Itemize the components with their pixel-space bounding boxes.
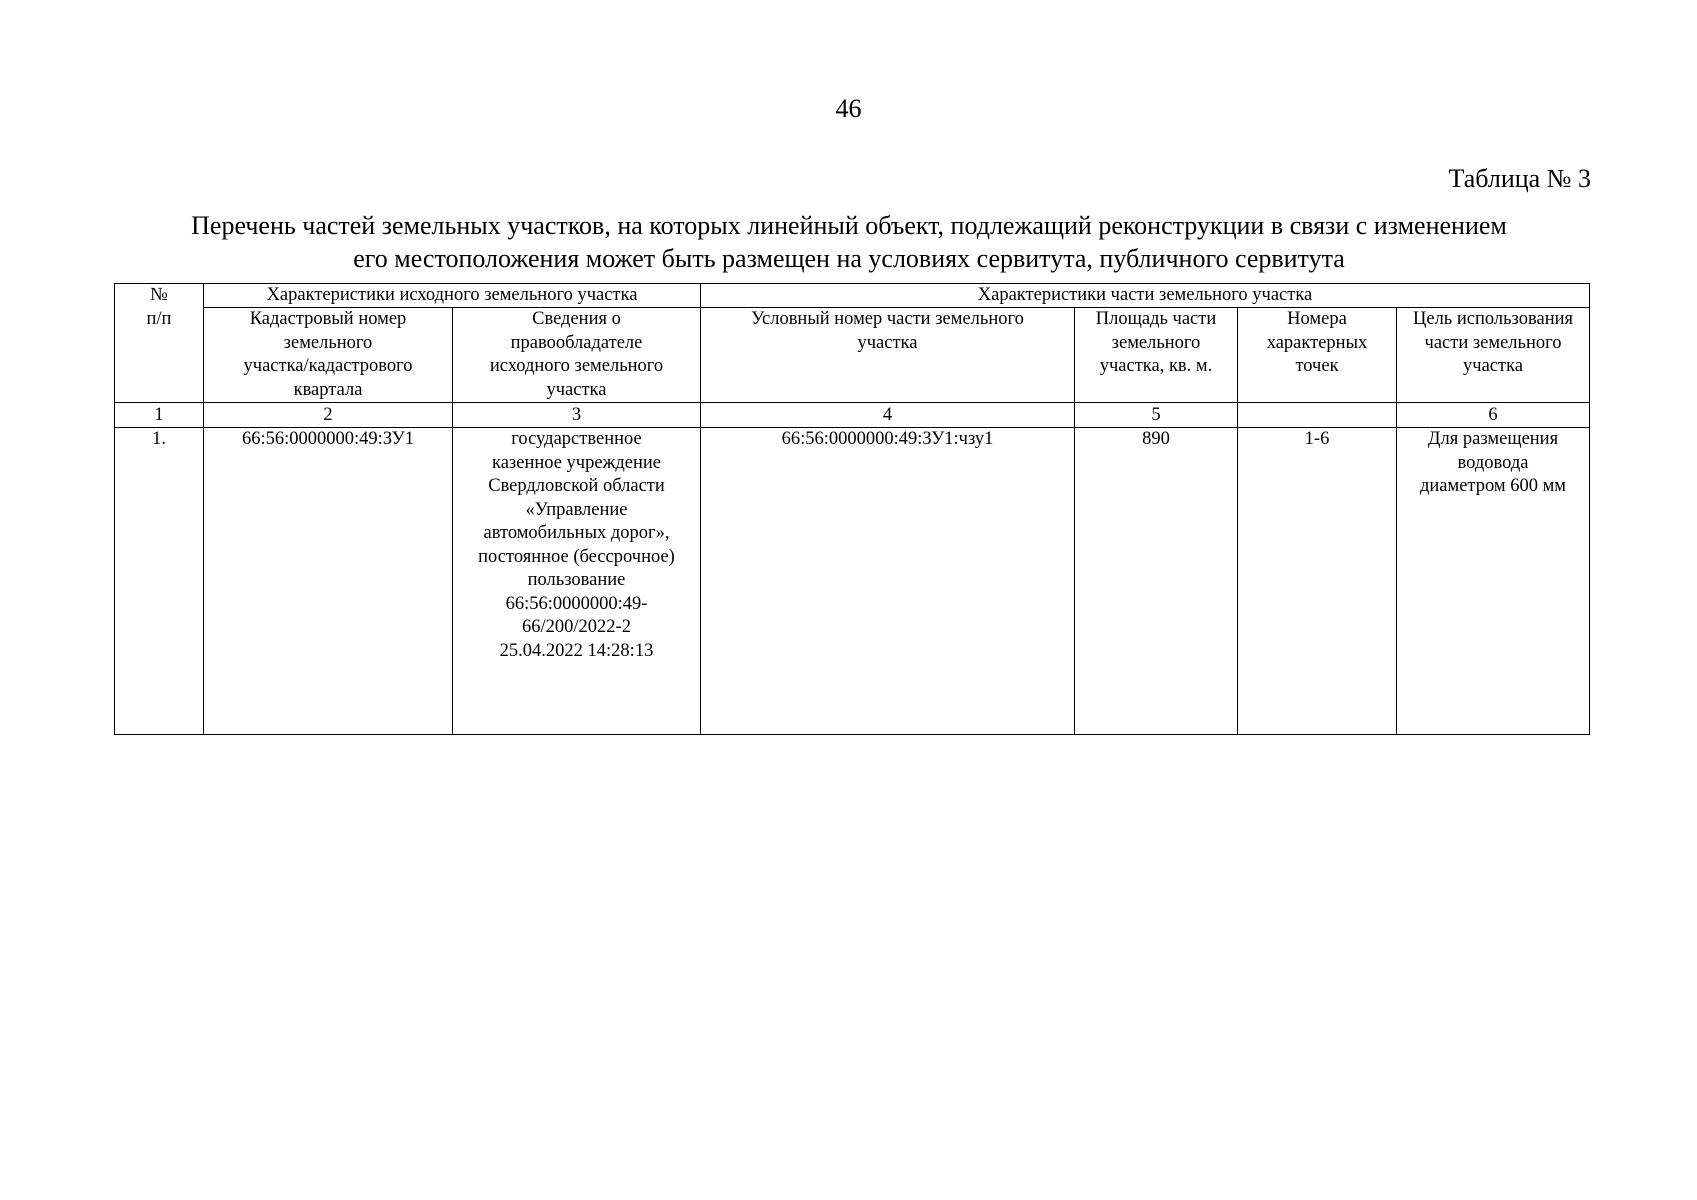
header-owner xyxy=(453,308,701,403)
header-line: Номера xyxy=(1287,309,1347,329)
header-line: правообладателе xyxy=(510,332,643,353)
group-header-row xyxy=(115,284,1590,308)
header-line: точек xyxy=(1295,356,1339,376)
header-line: участка, кв. м. xyxy=(1099,356,1213,376)
owner-line: «Управление xyxy=(525,499,628,520)
owner-info-cell xyxy=(453,428,701,735)
page-number: 46 xyxy=(835,94,862,123)
cadastral-number-cell: 66:56:0000000:49:ЗУ1 xyxy=(204,428,453,735)
header-line: участка xyxy=(857,332,918,353)
owner-line: казенное учреждение xyxy=(492,452,661,473)
header-line: земельного xyxy=(283,332,373,353)
owner-line: пользование xyxy=(527,570,626,590)
owner-line: 66/200/2022-2 xyxy=(522,617,631,637)
purpose-cell xyxy=(1397,428,1590,735)
area-cell: 890 xyxy=(1075,428,1238,735)
header-line: исходного земельного xyxy=(489,356,664,376)
header-area xyxy=(1075,308,1238,403)
owner-line: Свердловской области xyxy=(488,476,665,496)
column-number: 5 xyxy=(1075,403,1238,428)
purpose-line: Для размещения xyxy=(1427,429,1559,449)
column-number: 2 xyxy=(204,403,453,428)
header-line: участка/кадастрового xyxy=(243,356,413,376)
header-line: участка xyxy=(1463,356,1523,376)
header-cadastral xyxy=(204,308,453,403)
purpose-text xyxy=(1403,428,1583,523)
table-label: Таблица № 3 xyxy=(1448,164,1591,193)
header-line: части земельного xyxy=(1424,332,1562,353)
group-header-part: Характеристики части земельного участка xyxy=(701,284,1590,308)
column-number: 6 xyxy=(1397,403,1590,428)
column-number xyxy=(1238,403,1397,428)
header-line: № xyxy=(150,285,168,305)
document-title xyxy=(114,209,1584,275)
column-header-row xyxy=(115,308,1590,403)
header-line: характерных xyxy=(1266,332,1368,353)
header-line: Площадь части xyxy=(1095,309,1217,329)
header-line: Цель использования xyxy=(1413,309,1574,329)
header-line: Сведения о xyxy=(532,309,621,329)
header-line: Условный номер части земельного xyxy=(751,309,1024,329)
owner-line: государственное xyxy=(511,429,642,449)
column-number: 4 xyxy=(701,403,1075,428)
owner-line: постоянное (бессрочное) xyxy=(478,546,675,567)
land-plots-table xyxy=(114,283,1590,735)
header-line: квартала xyxy=(293,379,363,400)
column-number: 3 xyxy=(453,403,701,428)
owner-line: автомобильных дорог», xyxy=(483,523,670,543)
header-purpose xyxy=(1397,308,1590,403)
column-number: 1 xyxy=(115,403,204,428)
header-line: участка xyxy=(546,379,607,400)
table-row xyxy=(115,428,1590,735)
owner-line: 25.04.2022 14:28:13 xyxy=(499,640,654,661)
header-part-number xyxy=(701,308,1075,403)
header-line: п/п xyxy=(146,308,172,329)
header-line: Кадастровый номер xyxy=(249,309,407,329)
col-no-header xyxy=(115,284,204,403)
row-number-cell: 1. xyxy=(115,428,204,735)
header-line: земельного xyxy=(1111,332,1201,353)
owner-line: 66:56:0000000:49- xyxy=(505,593,648,614)
header-points xyxy=(1238,308,1397,403)
title-line: Перечень частей земельных участков, на которых линейный объект, подлежащий реконструкции в связи с изменением xyxy=(191,211,1507,240)
points-cell: 1-6 xyxy=(1238,428,1397,735)
purpose-line: диаметром 600 мм xyxy=(1419,476,1567,496)
title-line: его местоположения может быть размещен на условиях сервитута, публичного сервитута xyxy=(353,244,1345,273)
purpose-line: водовода xyxy=(1457,452,1529,473)
part-number-cell: 66:56:0000000:49:ЗУ1:чзу1 xyxy=(701,428,1075,735)
column-number-row xyxy=(115,403,1590,428)
group-header-source: Характеристики исходного земельного участка xyxy=(204,284,701,308)
